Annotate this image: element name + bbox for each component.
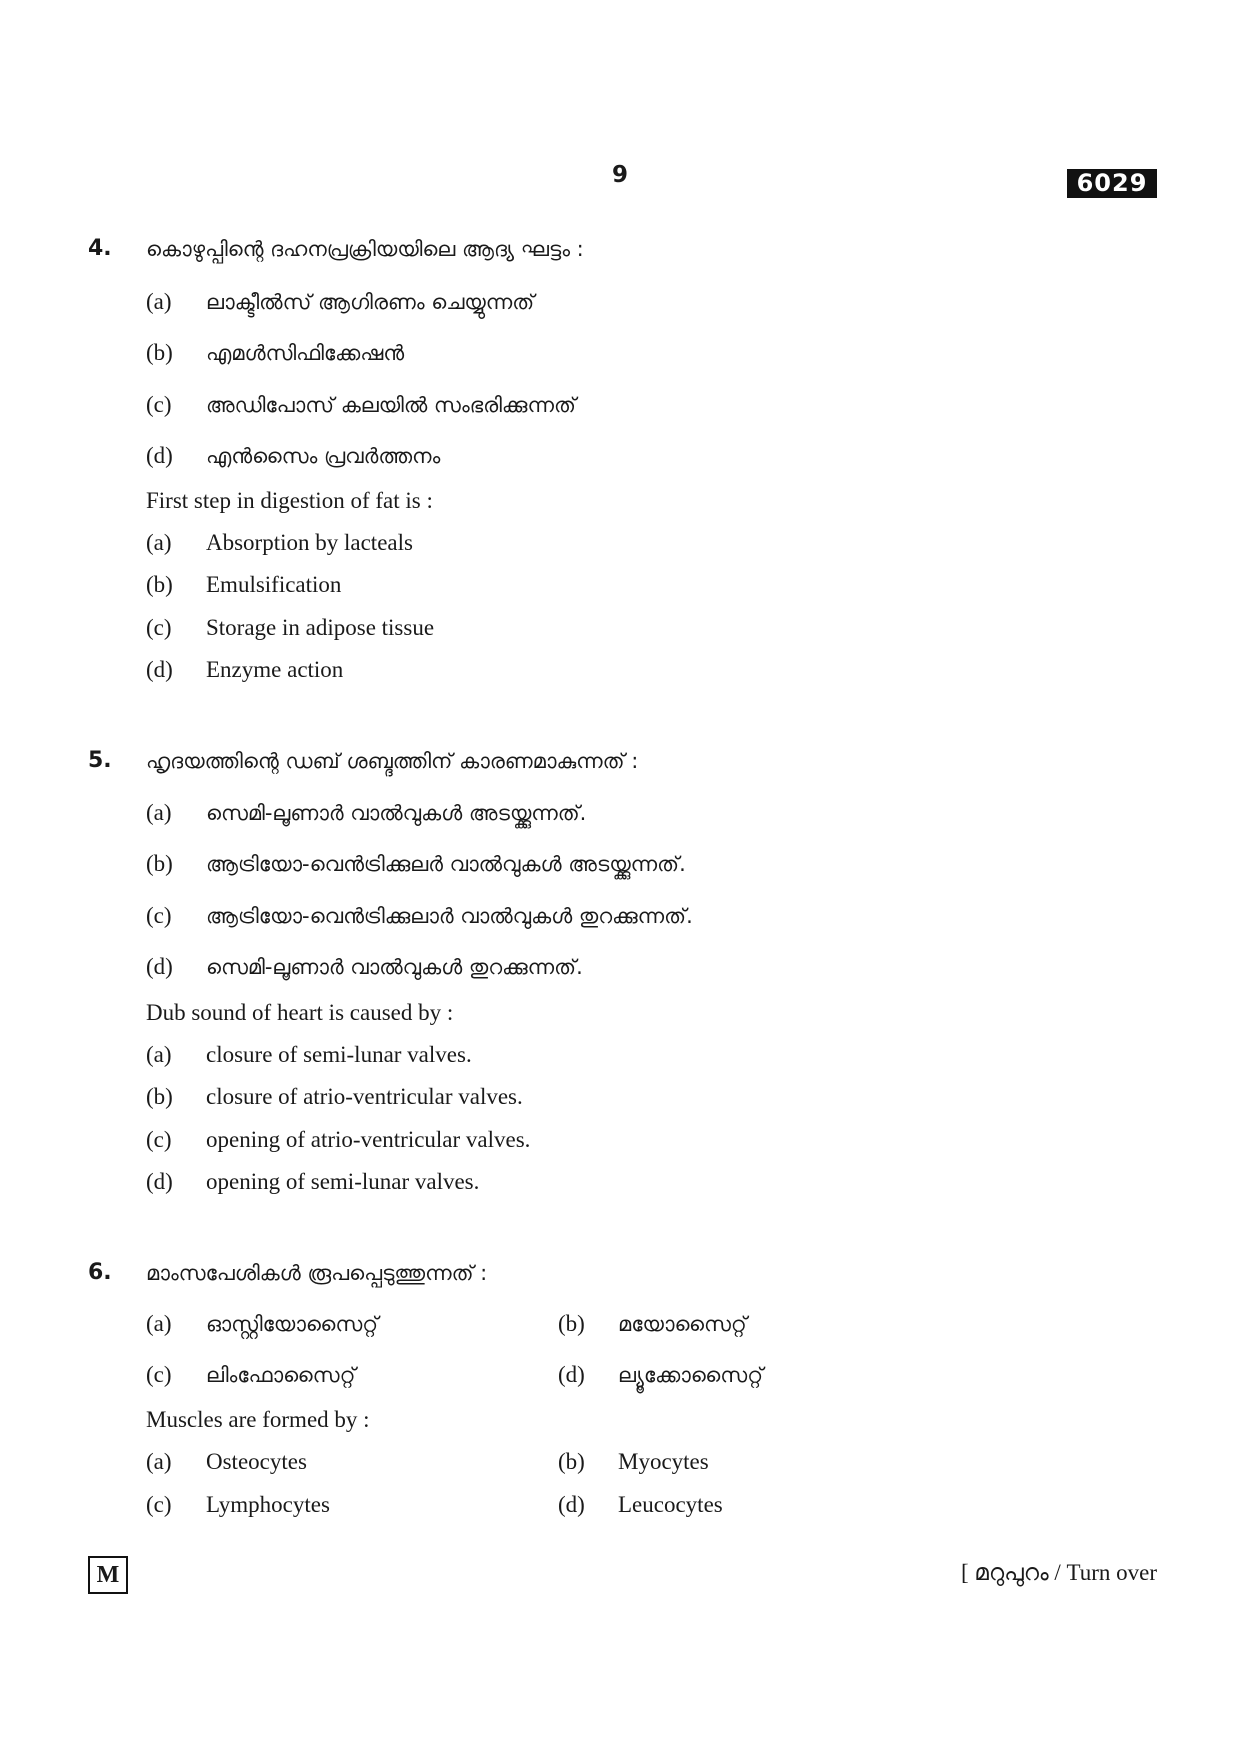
option-label: (a) [146, 1042, 172, 1067]
paper-code-badge: 6029 [1067, 169, 1157, 198]
option-label: (c) [146, 392, 172, 417]
option-label: (d) [146, 443, 173, 468]
option-text-ml: എൻസൈം പ്രവർത്തനം [206, 444, 441, 468]
option-text-en: opening of semi-lunar valves. [206, 1169, 480, 1194]
page-number: 9 [611, 162, 628, 188]
option-label: (c) [146, 903, 172, 928]
option-text-ml: ആട്രിയോ-വെൻട്രിക്കുലർ വാൽവുകൾ അടയ്ക്കുന്നത്. [206, 852, 686, 876]
question-stem-ml: കൊഴുപ്പിന്റെ ദഹനപ്രക്രിയയിലെ ആദ്യ ഘട്ടം : [146, 237, 584, 261]
option-label: (c) [146, 1127, 172, 1152]
option-label: (a) [146, 800, 172, 825]
option-label: (c) [146, 1492, 172, 1517]
option-label: (b) [146, 572, 173, 597]
option-text-en: Emulsification [206, 572, 342, 597]
option-label: (a) [146, 289, 172, 314]
option-label: (b) [558, 1449, 585, 1474]
option-text-en: opening of atrio-ventricular valves. [206, 1127, 531, 1152]
question-number: 5. [88, 748, 112, 773]
option-text-en: Leucocytes [618, 1492, 723, 1517]
option-label: (d) [146, 954, 173, 979]
option-text-ml: ആട്രിയോ-വെൻട്രിക്കുലാർ വാൽവുകൾ തുറക്കുന്നത്. [206, 904, 693, 928]
option-label: (a) [146, 1449, 172, 1474]
option-text-ml: മയോസൈറ്റ് [618, 1312, 747, 1336]
option-label: (b) [146, 340, 173, 365]
option-label: (c) [146, 1362, 172, 1387]
option-label: (a) [146, 530, 172, 555]
option-label: (d) [146, 657, 173, 682]
question-stem-en: Dub sound of heart is caused by : [146, 1000, 454, 1025]
question-stem-en: First step in digestion of fat is : [146, 488, 433, 513]
option-text-ml: ഓസ്റ്റിയോസൈറ്റ് [206, 1312, 379, 1336]
option-text-ml: ല്യൂക്കോസൈറ്റ് [618, 1363, 764, 1387]
option-text-en: closure of atrio-ventricular valves. [206, 1084, 523, 1109]
question-number: 4. [88, 236, 112, 261]
option-label: (c) [146, 615, 172, 640]
option-text-en: Absorption by lacteals [206, 530, 413, 555]
option-text-en: Storage in adipose tissue [206, 615, 435, 640]
option-text-ml: ലിംഫോസൈറ്റ് [206, 1363, 356, 1387]
option-text-en: Enzyme action [206, 657, 344, 682]
option-label: (b) [558, 1311, 585, 1336]
option-label: (d) [558, 1362, 585, 1387]
option-text-en: Lymphocytes [206, 1492, 330, 1517]
version-mark-box: M [88, 1556, 128, 1594]
option-label: (d) [558, 1492, 585, 1517]
turn-over-note: [ മറുപുറം / Turn over [960, 1560, 1157, 1585]
question-stem-ml: മാംസപേശികൾ രൂപപ്പെടുത്തുന്നത് : [146, 1261, 488, 1285]
option-text-en: Myocytes [618, 1449, 709, 1474]
question-stem-en: Muscles are formed by : [146, 1407, 370, 1432]
option-text-ml: സെമി-ലൂണാർ വാൽവുകൾ അടയ്ക്കുന്നത്. [206, 801, 587, 825]
question-stem-ml: ഹൃദയത്തിന്റെ ഡബ് ശബ്ദത്തിന് കാരണമാകുന്നത് : [146, 749, 639, 773]
option-label: (b) [146, 851, 173, 876]
question-number: 6. [88, 1260, 112, 1285]
option-text-ml: ലാക്ടീൽസ് ആഗിരണം ചെയ്യുന്നത് [206, 290, 535, 314]
option-label: (d) [146, 1169, 173, 1194]
option-label: (b) [146, 1084, 173, 1109]
option-text-ml: സെമി-ലൂണാർ വാൽവുകൾ തുറക്കുന്നത്. [206, 955, 583, 979]
option-text-ml: അഡിപോസ് കലയിൽ സംഭരിക്കുന്നത് [206, 393, 576, 417]
option-label: (a) [146, 1311, 172, 1336]
option-text-en: Osteocytes [206, 1449, 307, 1474]
option-text-ml: എമൾസിഫിക്കേഷൻ [206, 341, 405, 365]
option-text-en: closure of semi-lunar valves. [206, 1042, 472, 1067]
